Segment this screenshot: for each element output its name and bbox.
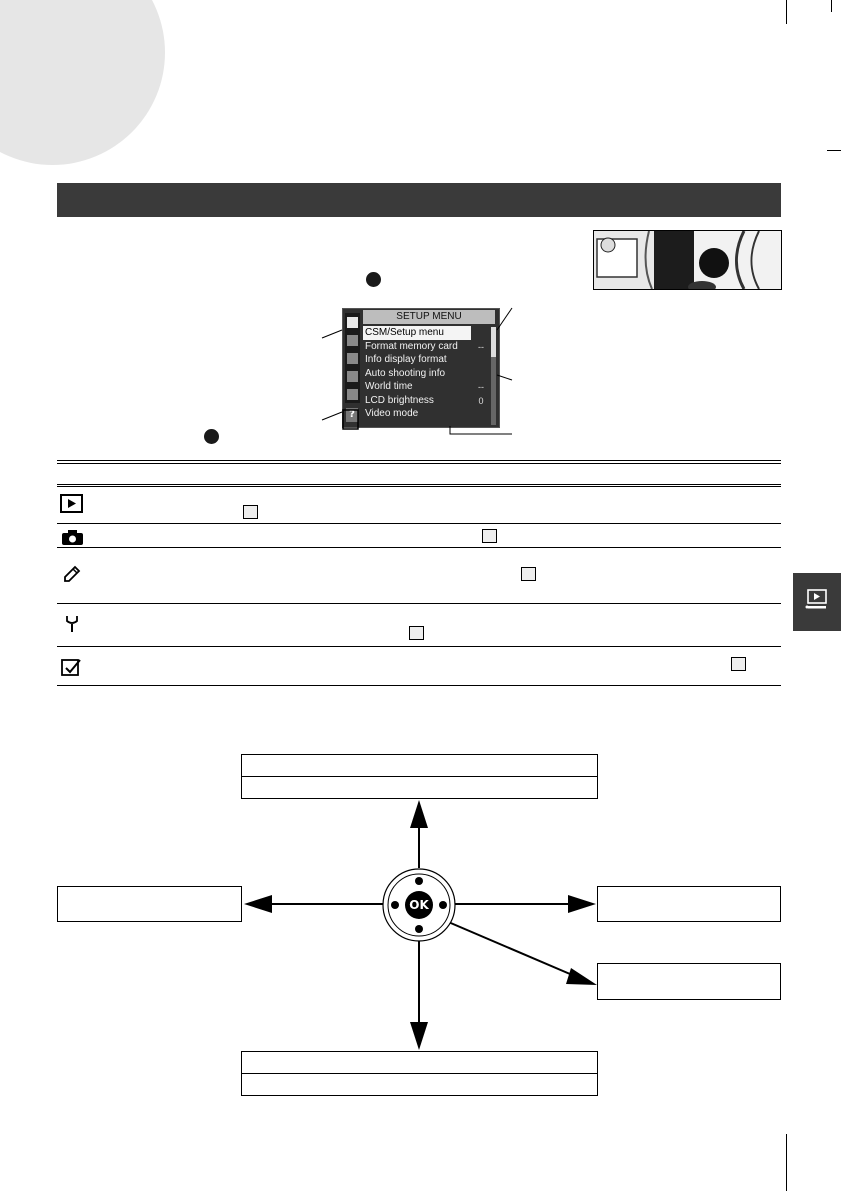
lcd-menu-item[interactable]: LCD brightness	[365, 394, 434, 406]
lcd-value: --	[478, 341, 484, 352]
lcd-menu-title: SETUP MENU	[363, 310, 495, 324]
lcd-menu-item[interactable]: Format memory card	[365, 340, 458, 352]
multi-selector[interactable]	[381, 867, 457, 943]
ok-button[interactable]: OK	[409, 898, 429, 912]
lcd-menu-item[interactable]: Auto shooting info	[365, 367, 446, 379]
lcd-menu-item[interactable]: World time	[365, 381, 413, 392]
lcd-value: 0	[478, 395, 484, 406]
page-number-rule	[786, 1134, 787, 1191]
lcd-value: --	[478, 382, 484, 392]
lcd-menu-item[interactable]: CSM/Setup menu	[363, 326, 471, 340]
lcd-menu-item[interactable]: Video mode	[365, 408, 419, 419]
lcd-menu-item[interactable]: Info display format	[365, 354, 447, 365]
help-icon: ?	[346, 408, 358, 422]
